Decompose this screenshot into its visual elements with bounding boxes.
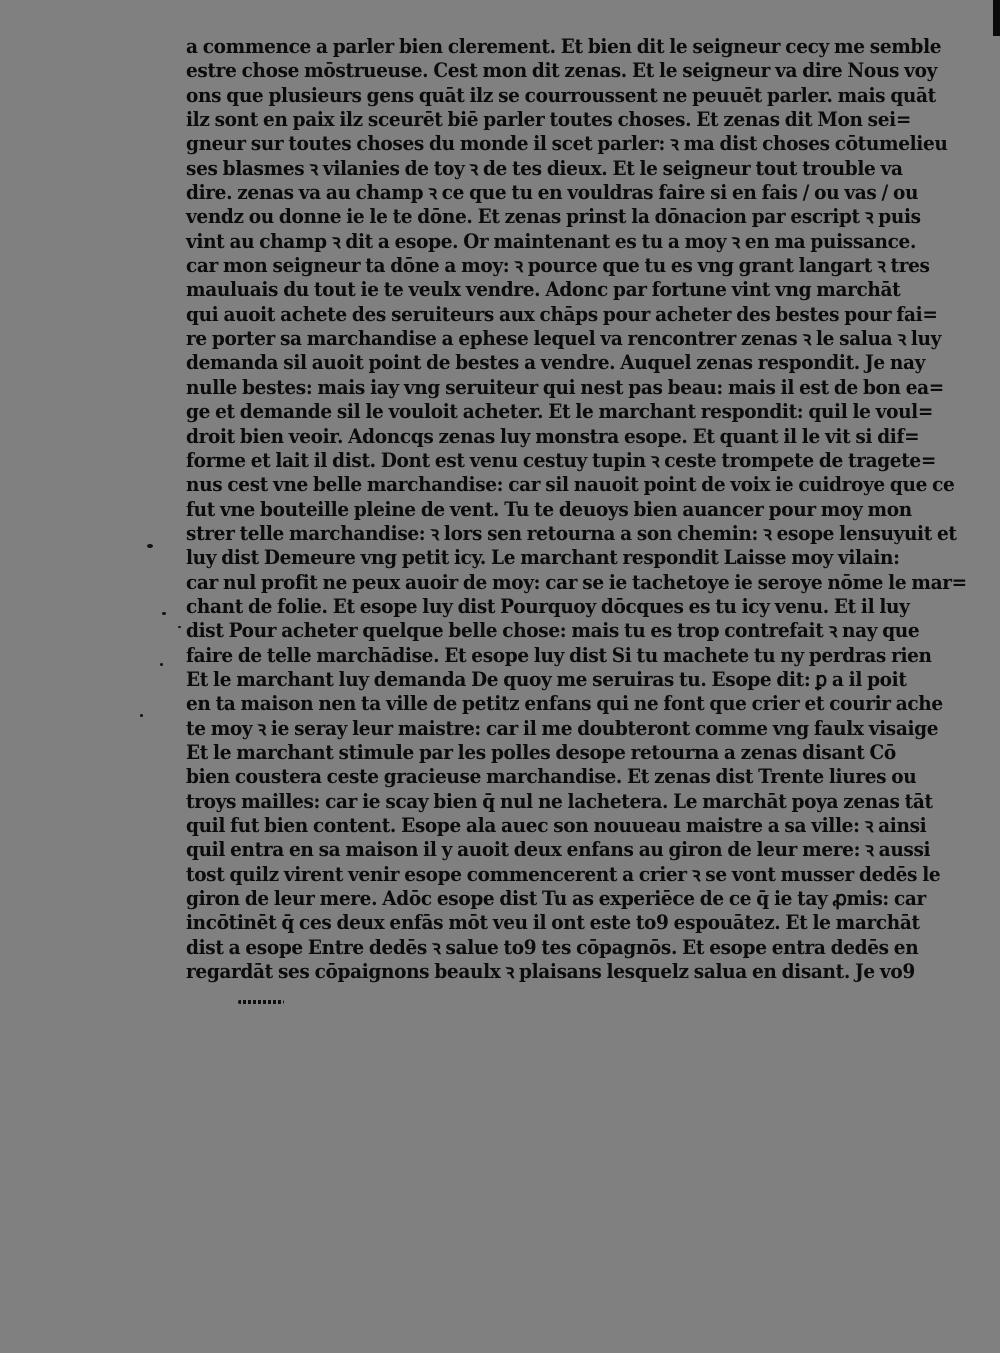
text-line: strer telle marchandise: ꝛ lors sen retourna a son chemin: ꝛ esope lensuyuit et	[186, 523, 957, 546]
text-line: te moy ꝛ ie seray leur maistre: car il me doubteront comme vng faulx visaige	[186, 718, 939, 741]
text-line: demanda sil auoit point de bestes a vendre. Auquel zenas respondit. Je nay	[186, 352, 925, 375]
text-line: quil fut bien content. Esope ala auec son nouueau maistre a sa ville: ꝛ ainsi	[186, 815, 927, 838]
ink-speck	[140, 714, 143, 717]
text-line: fut vne bouteille pleine de vent. Tu te deuoys bien auancer pour moy mon	[186, 498, 912, 522]
text-line: vendz ou donne ie le te dōne. Et zenas prinst la dōnacion par escript ꝛ puis	[186, 206, 921, 229]
footer-ink-mark	[238, 1000, 284, 1004]
text-line: nus cest vne belle marchandise: car sil nauoit point de voix ie cuidroye que ce	[186, 474, 955, 497]
text-line: troys mailles: car ie scay bien q̄ nul ne lachetera. Le marchāt poya zenas tāt	[186, 791, 933, 814]
text-line: ilz sont en paix ilz sceurēt biē parler toutes choses. Et zenas dit Mon sei=	[186, 109, 911, 132]
text-line: car mon seigneur ta dōne a moy: ꝛ pource que tu es vng grant langart ꝛ tres	[186, 255, 930, 278]
text-line: giron de leur mere. Adōc esope dist Tu as experiēce de ce q̄ ie tay ꝓmis: car	[186, 888, 926, 911]
text-line: regardāt ses cōpaignons beaulx ꝛ plaisans lesquelz salua en disant. Je vo9	[186, 961, 915, 984]
text-line: re porter sa marchandise a ephese lequel va rencontrer zenas ꝛ le salua ꝛ luy	[186, 328, 942, 351]
text-line: gneur sur toutes choses du monde il scet parler: ꝛ ma dist choses cōtumelieu	[186, 133, 948, 156]
text-line: ons que plusieurs gens quāt ilz se courroussent ne peuuēt parler. mais quāt	[186, 85, 936, 108]
text-line: vint au champ ꝛ dit a esope. Or maintenant es tu a moy ꝛ en ma puissance.	[186, 231, 917, 254]
text-line: en ta maison nen ta ville de petitz enfans qui ne font que crier et courir ache	[186, 693, 943, 716]
ink-speck	[147, 544, 153, 548]
ink-speck	[162, 612, 166, 615]
text-line: droit bien veoir. Adoncqs zenas luy monstra esope. Et quant il le vit si dif=	[186, 425, 920, 448]
text-line: ge et demande sil le vouloit acheter. Et le marchant respondit: quil le voul=	[186, 401, 934, 424]
text-line: car nul profit ne peux auoir de moy: car se ie tachetoye ie seroye nōme le mar=	[186, 572, 967, 595]
text-line: a commence a parler bien clerement. Et bien dit le seigneur cecy me semble	[186, 36, 942, 59]
text-line: incōtinēt q̄ ces deux enfās mōt veu il ont este to9 espouātez. Et le marchāt	[186, 912, 920, 935]
text-line: Et le marchant luy demanda De quoy me seruiras tu. Esope dit: ꝑ a il poit	[186, 669, 907, 692]
text-line: dire. zenas va au champ ꝛ ce que tu en vouldras faire si en fais / ou vas / ou	[186, 182, 919, 205]
text-line: ses blasmes ꝛ vilanies de toy ꝛ de tes dieux. Et le seigneur tout trouble va	[186, 158, 903, 181]
text-line: mauluais du tout ie te veulx vendre. Adonc par fortune vint vng marchāt	[186, 279, 901, 302]
text-line: forme et lait il dist. Dont est venu cestuy tupin ꝛ ceste trompete de tragete=	[186, 450, 936, 473]
text-line: faire de telle marchādise. Et esope luy dist Si tu machete tu ny perdras rien	[186, 645, 932, 668]
blackletter-text-block	[186, 36, 967, 985]
text-line: chant de folie. Et esope luy dist Pourquoy dōcques es tu icy venu. Et il luy	[186, 596, 910, 619]
page-edge-mark	[993, 0, 1000, 36]
ink-speck	[160, 663, 163, 666]
text-line: tost quilz virent venir esope commencerent a crier ꝛ se vont musser dedēs le	[186, 864, 941, 887]
text-line: Et le marchant stimule par les polles desope retourna a zenas disant Cō	[186, 742, 896, 765]
text-line: quil entra en sa maison il y auoit deux enfans au giron de leur mere: ꝛ aussi	[186, 839, 931, 862]
text-line: nulle bestes: mais iay vng seruiteur qui nest pas beau: mais il est de bon ea=	[186, 377, 944, 400]
text-line: luy dist Demeure vng petit icy. Le marchant respondit Laisse moy vilain:	[186, 547, 900, 570]
text-line: dist a esope Entre dedēs ꝛ salue to9 tes cōpagnōs. Et esope entra dedēs en	[186, 937, 919, 960]
ink-speck	[178, 626, 181, 628]
text-line: dist Pour acheter quelque belle chose: mais tu es trop contrefait ꝛ nay que	[186, 620, 920, 643]
text-line: bien coustera ceste gracieuse marchandise. Et zenas dist Trente liures ou	[186, 766, 917, 789]
text-line: qui auoit achete des seruiteurs aux chāps pour acheter des bestes pour fai=	[186, 304, 938, 327]
text-line: estre chose mōstrueuse. Cest mon dit zenas. Et le seigneur va dire Nous voy	[186, 60, 937, 83]
